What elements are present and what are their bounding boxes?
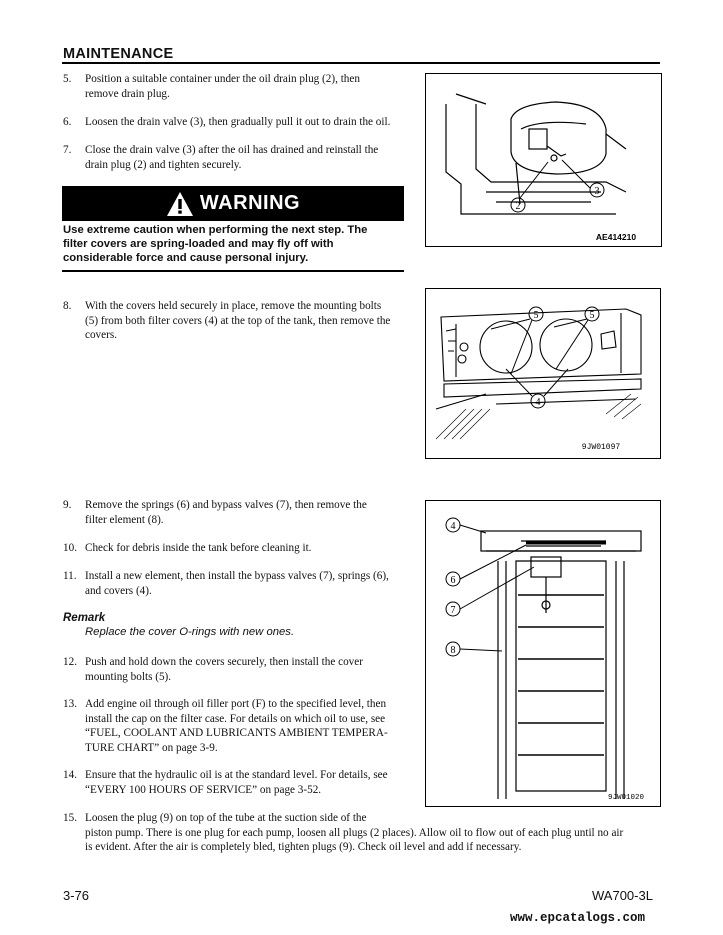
warning-triangle-icon: [166, 191, 194, 217]
model-name: WA700-3L: [592, 888, 653, 903]
step-7: 7. Close the drain valve (3) after the oil has drained and reinstall the drain plug (2) and tighten securely.: [63, 144, 379, 171]
svg-text:4: 4: [450, 521, 456, 532]
svg-text:8: 8: [450, 645, 456, 656]
figure-code: 9JW01097: [581, 443, 621, 452]
svg-text:5: 5: [589, 310, 595, 321]
svg-text:3: 3: [594, 186, 600, 197]
step-14: 14. Ensure that the hydraulic oil is at the standard level. For details, see “EVERY 100 HOURS OF SERVICE” on page 3-52.: [63, 769, 388, 796]
step-6: 6. Loosen the drain valve (3), then gradually pull it out to drain the oil.: [63, 116, 391, 128]
step-5: 5. Position a suitable container under the oil drain plug (2), then remove drain plug.: [63, 73, 360, 100]
step-9: 9. Remove the springs (6) and bypass valves (7), then remove the filter element (8).: [63, 499, 367, 526]
drain-valve-illustration: [426, 74, 661, 246]
section-title: MAINTENANCE: [63, 46, 174, 62]
header-rule: [62, 62, 660, 64]
page-number: 3-76: [63, 888, 90, 903]
figure-filter-element: [425, 500, 661, 807]
warning-banner: [62, 186, 404, 221]
figure-code: AE414210: [595, 232, 637, 242]
figure-code: 9JW01020: [607, 794, 645, 802]
svg-text:7: 7: [450, 605, 456, 616]
svg-text:5: 5: [533, 310, 539, 321]
step-8: 8. With the covers held securely in place, remove the mounting bolts (5) from both filter covers (4) at the top of the tank, then remove the covers.: [63, 300, 391, 342]
figure-drain-valve: [425, 73, 662, 247]
warning-rule: [62, 270, 404, 272]
step-10: 10. Check for debris inside the tank before cleaning it.: [63, 542, 312, 554]
svg-text:6: 6: [450, 575, 456, 586]
filter-element-illustration: [426, 501, 660, 806]
filter-covers-illustration: [426, 289, 660, 458]
remark-text: Replace the cover O-rings with new ones.: [85, 626, 295, 638]
step-15: 15. Loosen the plug (9) on top of the tube at the suction side of the piston pump. There is one plug for each pump, loosen all plugs (2 places). Allow oil to flow out of each plug until no air is evident. After the air is completely bled, tighten plugs (9). Check oil level and add if necessary.: [63, 812, 624, 854]
svg-text:2: 2: [515, 201, 521, 212]
figure-filter-covers: [425, 288, 661, 459]
warning-label: WARNING: [199, 192, 301, 214]
watermark: www.epcatalogs.com: [510, 911, 646, 925]
remark-heading: Remark: [63, 612, 106, 624]
warning-text: Use extreme caution when performing the next step. The filter covers are spring-loaded and may fly off with considerable force and cause personal injury.: [63, 224, 368, 265]
svg-text:4: 4: [535, 397, 541, 408]
step-11: 11. Install a new element, then install the bypass valves (7), springs (6), and covers (4).: [63, 570, 389, 597]
step-13: 13. Add engine oil through oil filler port (F) to the specified level, then install the cap on the filter case. For details on which oil to use, see “FUEL, COOLANT AND LUBRICANTS AMBIENT TEMPERA- TURE CHART” on page 3-9.: [63, 698, 388, 754]
step-12: 12. Push and hold down the covers securely, then install the cover mounting bolts (5).: [63, 656, 363, 683]
